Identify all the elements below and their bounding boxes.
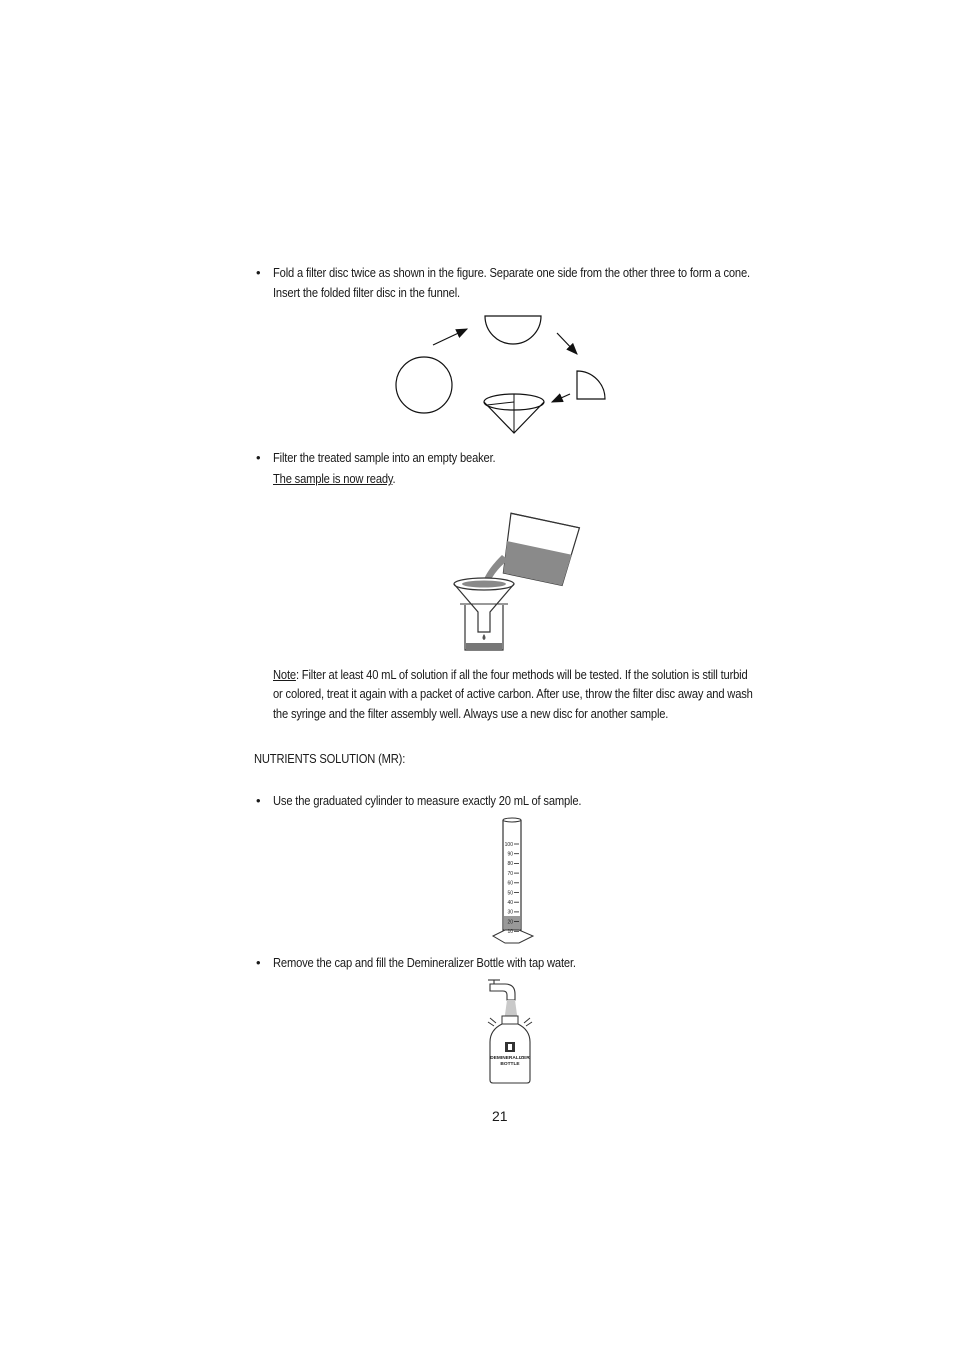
demineralizer-bottle xyxy=(490,1016,530,1083)
step-fold-line2: Insert the folded filter disc in the funnel. xyxy=(273,285,460,300)
cylinder-scale-label: 20 xyxy=(507,919,513,926)
sample-ready-text: The sample is now ready xyxy=(273,471,393,486)
bullet-dot: • xyxy=(256,955,261,970)
bullet-dot: • xyxy=(256,265,261,280)
cylinder-scale-label: 100 xyxy=(504,841,513,848)
bullet-dot: • xyxy=(256,450,261,465)
sample-ready-suffix: . xyxy=(392,471,396,486)
note-line2: or colored, treat it again with a packet of active carbon. After use, throw the filter disc away and wash xyxy=(273,686,753,701)
cylinder-scale-label: 90 xyxy=(507,851,513,858)
bullet-dot: • xyxy=(256,793,261,808)
cylinder-scale-label: 50 xyxy=(507,890,513,897)
step-fold-line1: Fold a filter disc twice as shown in the figure. Separate one side from the other three to form a cone. xyxy=(273,265,750,280)
bottle-label-line1: DEMINERALIZER xyxy=(490,1056,530,1061)
cylinder-scale-label: 70 xyxy=(507,870,513,877)
bottle-label-line2: BOTTLE xyxy=(500,1062,520,1067)
cylinder-scale-label: 10 xyxy=(507,929,513,936)
cylinder-scale-label: 40 xyxy=(507,900,513,906)
cylinder-scale-label: 30 xyxy=(507,909,513,916)
tap-faucet xyxy=(488,980,515,1000)
note-line3: the syringe and the filter assembly well. Always use a new disc for another sample. xyxy=(273,706,669,721)
step-fill: Remove the cap and fill the Demineralizer Bottle with tap water. xyxy=(273,955,576,970)
note-text-line1: : Filter at least 40 mL of solution if all the four methods will be tested. If the solution is still turbid xyxy=(295,667,748,682)
section-heading: NUTRIENTS SOLUTION (MR): xyxy=(254,751,406,766)
cylinder-scale-label: 80 xyxy=(507,861,513,868)
step-filter-line1: Filter the treated sample into an empty beaker. xyxy=(273,450,496,465)
step-measure: Use the graduated cylinder to measure exactly 20 mL of sample. xyxy=(273,793,582,808)
cylinder-scale-label: 60 xyxy=(507,880,513,887)
page-number: 21 xyxy=(492,1108,508,1124)
note-label: Note xyxy=(273,667,296,682)
